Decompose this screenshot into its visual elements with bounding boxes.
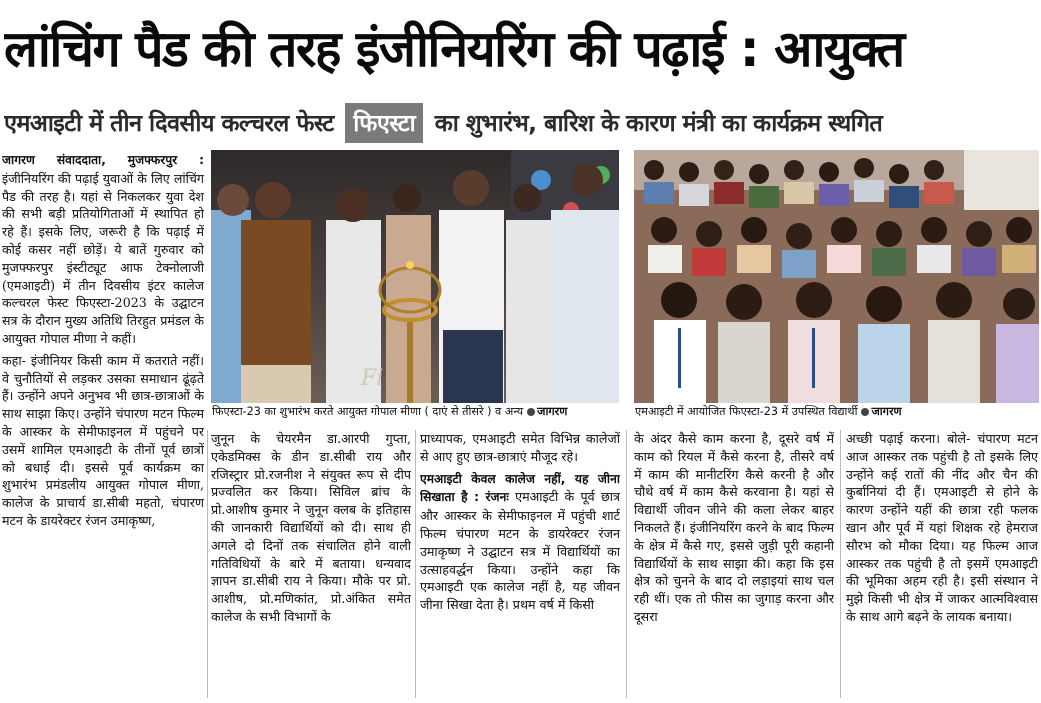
- photo1-caption-text: फिएस्टा-23 का शुभारंभ करते आयुक्त गोपाल मीणा ( दाएं से तीसरे ) व अन्य: [212, 405, 524, 418]
- column-5-text: अच्छी पढ़ाई करना। बोले- चंपारण मटन आज आस्कर तक पहुंची है तो इसके लिए उन्होंने कई रातों की नींद और चैन की कुर्बानियां दी हैं। एमआइटी से होने के कारण उन्होंने यहीं की छात्रा रही फलक खान और पूर्व में यहां शिक्षक रहे हेमराज सौरभ को मौका दिया। यह फिल्म आज आस्कर तक पहुंची है तो इसमें एमआइटी की भूमिका अहम रही है। इसी संस्थान ने मुझे किसी भी क्षेत्र में जाकर आत्मविश्वास के साथ आगे बढ़ने के लायक बनाया।: [846, 431, 1038, 624]
- photo2-caption-text: एमआइटी में आयोजित फिएस्टा-23 में उपस्थित विद्यार्थी: [635, 405, 858, 418]
- article-column-1: [2, 151, 204, 698]
- inauguration-photo-image: [211, 150, 619, 403]
- article-column-3: [420, 430, 620, 698]
- column-3-text-top: प्राध्यापक, एमआइटी समेत विभिन्न कालेजों से आए हुए छात्र-छात्राएं मौजूद रहे।: [420, 431, 620, 464]
- credit-dot-icon: [527, 408, 535, 416]
- column-1-text-bottom: कहा- इंजीनियर किसी काम में कतराते नहीं। वे चुनौतियों से लड़कर उसका समाधान ढूंढ़ते हैं। उन्होंने अपने अनुभव भी छात्र-छात्राओं के साथ साझा किए। उन्होंने चंपारण मटन फिल्म के आस्कर के सेमीफाइनल में पहुंचने पर उसमें शामिल एमआइटी के तीनों पूर्व छात्रों को बधाई दी। इससे पूर्व कार्यक्रम का शुभारंभ प्रमंडलीय आयुक्त गोपाल मीणा, कालेज के प्राचार्य डा.सीबी महतो, चंपारण मटन के डायरेक्टर रंजन उमाकृष्ण,: [2, 352, 204, 528]
- photo-students: [634, 150, 1039, 403]
- photo2-caption: [635, 405, 1039, 423]
- svg-text:Fi: Fi: [361, 366, 384, 391]
- column-2-text: जुनून के चेयरमैन डा.आरपी गुप्ता, एकेडमिक्स के डीन डा.सीबी राय और रजिस्ट्रार प्रो.रजनीश ने संयुक्त रूप से दीप प्रज्वलित कर किया। सिविल ब्रांच के प्रो.आशीष कुमार ने जुनून क्लब के इतिहास की जानकारी विद्यार्थियों को दी। साथ ही अगले दो दिनों तक संचालित होने वाली गतिविधियों के बारे में बताया। धन्यवाद ज्ञापन डा.सीबी राय ने किया। मौके पर प्रो. आशीष, प्रो.मणिकांत, प्रो.अंकित समेत कालेज के सभी विभागों के: [211, 431, 411, 624]
- credit-dot-icon: [861, 408, 869, 416]
- column-rule-2: [415, 430, 416, 698]
- photo-inauguration: [211, 150, 619, 403]
- article-column-5: [846, 430, 1038, 698]
- photo2-credit: जागरण: [871, 405, 902, 418]
- subhead-part-2: का शुभारंभ, बारिश के कारण मंत्री का कार्यक्रम स्थगित: [434, 109, 883, 137]
- dateline: जागरण संवाददाता, मुजफ्फरपुर :: [2, 153, 204, 167]
- subheadline: [4, 100, 1038, 146]
- article-column-2: [211, 430, 411, 698]
- column-rule-4: [840, 430, 841, 698]
- students-photo-image: [634, 150, 1039, 403]
- column-3-text-rest: एमआइटी के पूर्व छात्र और आस्कर के सेमीफाइनल में पहुंची शार्ट फिल्म चंपारण मटन के डायरेक्टर रंजन उमाकृष्ण ने उद्घाटन सत्र में विद्यार्थियों का उत्साहवर्द्धन किया। उन्होंने कहा कि एमआइटी एक कालेज नहीं है, यह जीवन जीना सिखा देता है। प्रथम वर्ष में किसी: [420, 489, 620, 613]
- subhead-tag: फिएस्टा: [345, 103, 423, 143]
- subheading-ranjan: एमआइटी केवल कालेज नहीं, यह जीना सिखाता है : रंजनः: [420, 471, 620, 505]
- column-4-text: के अंदर कैसे काम करना है, दूसरे वर्ष में काम को रियल में कैसे करना है, तीसरे वर्ष में काम की मानीटरिंग कैसे करनी है और चौथे वर्ष में काम कैसे करवाना है। यहां से विद्यार्थी जीवन जीने की कला लेकर बाहर निकलते हैं। इंजीनियरिंग करने के बाद फिल्म के क्षेत्र में कैसे गए, इससे जुड़ी पूरी कहानी विद्यार्थियों के साथ साझा की। कहा कि इस क्षेत्र को चुनने के बाद दो लड़ाइयां साथ चल रही थीं। एक तो फीस का जुगाड़ करना और दूसरा: [634, 431, 834, 624]
- column-1-text-top: इंजीनियरिंग की पढ़ाई युवाओं के लिए लांचिंग पैड की तरह है। यहां से निकलकर युवा देश की सभी बड़ी प्रतियोगिताओं में स्थापित हो रहे हैं। इसके लिए, जरूरी है कि पढ़ाई में कोई कसर नहीं छोड़ें। ये बातें गुरुवार को मुजफ्फरपुर इंस्टीट्यूट आफ टेक्नोलाजी (एमआइटी) में तीन दिवसीय इंटर कालेज कल्चरल फेस्ट फिएस्टा-2023 के उद्घाटन सत्र के दौरान मुख्य अतिथि तिरहुत प्रमंडल के आयुक्त गोपाल मीणा ने कहीं।: [2, 170, 204, 346]
- headline: लांचिंग पैड की तरह इंजीनियरिंग की पढ़ाई : आयुक्त: [4, 20, 904, 78]
- photo1-caption: [212, 405, 620, 423]
- column-rule-1: [207, 430, 208, 698]
- photo1-credit: जागरण: [537, 405, 568, 418]
- column-rule-3: [626, 430, 627, 698]
- article-column-4: [634, 430, 834, 698]
- subhead-part-1: एमआइटी में तीन दिवसीय कल्चरल फेस्ट: [4, 109, 334, 137]
